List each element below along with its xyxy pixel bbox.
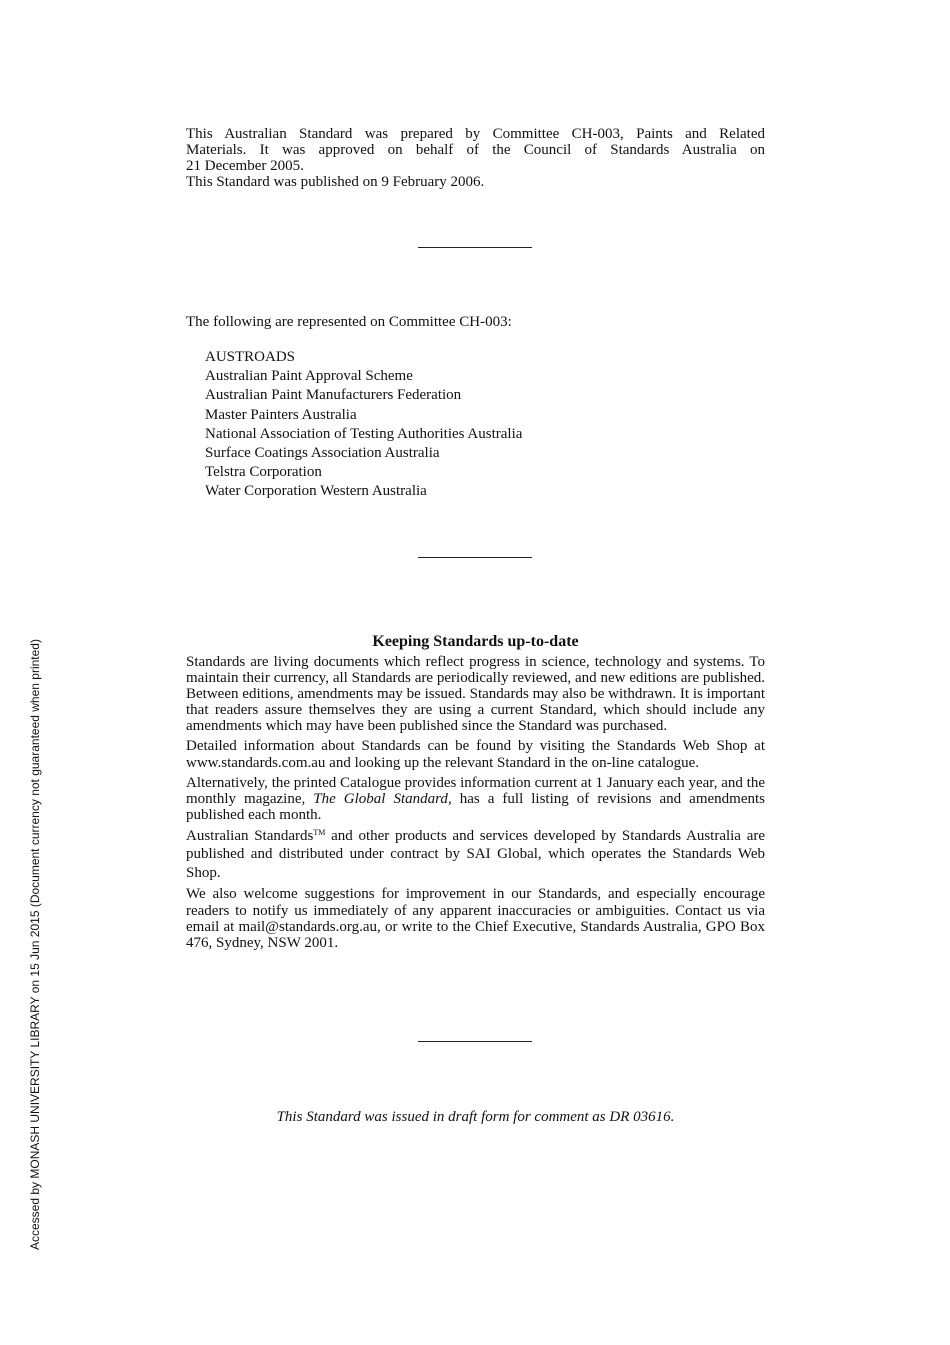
keeping-paragraph-4: [186, 827, 765, 883]
committee-member: Australian Paint Approval Scheme: [205, 368, 413, 385]
keeping-paragraph-1: Standards are living documents which reflect progress in science, technology and systems. To maintain their currency, all Standards are periodically reviewed, and new editions are published. Between editions, amendments may be issued. Standards may also be withdrawn. It is important that readers assure themselves they are using a current Standard, which should include any amendments which may have been published since the Standard was purchased.: [186, 654, 765, 735]
preparation-line-2: Materials. It was approved on behalf of the Council of Standards Australia on: [186, 142, 765, 158]
committee-members-list: [205, 348, 705, 502]
section-divider-3: [418, 1041, 532, 1042]
paragraph-3-text-b: , has a full listing of revisions and amendments published each month.: [186, 790, 765, 823]
committee-member: Australian Paint Manufacturers Federation: [205, 387, 462, 404]
keeping-paragraph-5: We also welcome suggestions for improvement in our Standards, and especially encourage readers to notify us immediately of any apparent inaccuracies or ambiguities. Contact us via email at mail@standards.org.au, or write to the Chief Executive, Standards Australia, GPO Box 476, Sydney, NSW 2001.: [186, 886, 765, 951]
keeping-standards-heading: Keeping Standards up-to-date: [372, 633, 579, 650]
keeping-paragraph-3: [186, 775, 765, 823]
paragraph-4-text-b: and other products and services developed by Standards Australia are published and distributed under contract by SAI Global, which operates the Standards Web Shop.: [186, 827, 766, 881]
library-access-stamp: Accessed by MONASH UNIVERSITY LIBRARY on 15 Jun 2015 (Document currency not guaranteed when printed): [28, 639, 42, 1250]
preparation-line-1: This Australian Standard was prepared by Committee CH-003, Paints and Related: [186, 126, 765, 142]
section-divider-2: [418, 557, 532, 558]
committee-member: Telstra Corporation: [205, 464, 322, 481]
committee-member: Surface Coatings Association Australia: [205, 444, 440, 461]
committee-member: Master Painters Australia: [205, 406, 357, 423]
paragraph-3-text-a: Alternatively, the printed Catalogue provides information current at 1 January each year, and the monthly magazine,: [186, 774, 765, 807]
committee-intro: The following are represented on Committee CH-003:: [186, 314, 512, 330]
global-standard-title: The Global Standard: [313, 790, 448, 807]
keeping-standards-body: [186, 654, 765, 955]
preparation-line-3: 21 December 2005.: [186, 158, 304, 174]
draft-note: This Standard was issued in draft form for comment as DR 03616.: [276, 1109, 675, 1125]
paragraph-4-text-a: Australian Standards: [186, 827, 314, 844]
keeping-paragraph-2: Detailed information about Standards can be found by visiting the Standards Web Shop at www.standards.com.au and looking up the relevant Standard in the on-line catalogue.: [186, 738, 765, 771]
publication-date-line: This Standard was published on 9 February 2006.: [186, 174, 485, 190]
committee-member: AUSTROADS: [205, 349, 296, 365]
committee-member: National Association of Testing Authorities Australia: [205, 425, 523, 442]
preparation-statement: [186, 126, 765, 190]
section-divider-1: [418, 247, 532, 248]
committee-member: Water Corporation Western Australia: [205, 483, 427, 500]
trademark-mark: TM: [313, 827, 326, 837]
